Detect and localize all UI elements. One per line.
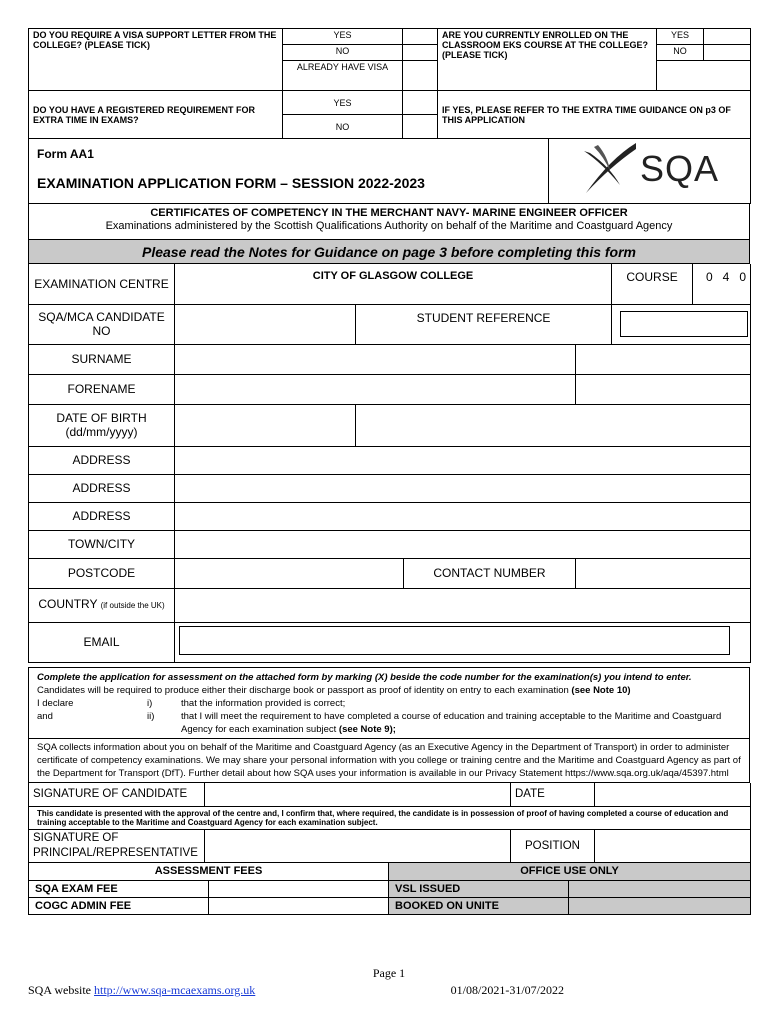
sqa-exam-fee-field[interactable]	[209, 880, 389, 897]
privacy-statement: SQA collects information about you on behalf of the Maritime and Coastguard Agency (as an Executive Agency in the Department of Transport) in order to administer certificate of competency examinations. We may share your personal information with you college or training centre and the Maritime and Coastguard Agency as part of the Department for Transport (DfT). Further detail about how SQA uses your information is available in our Privacy Statement https://www.sqa.org.uk/aqa/45397.html	[29, 738, 750, 782]
validity-dates: 01/08/2021-31/07/2022	[450, 983, 564, 997]
assessment-fees-header: ASSESSMENT FEES	[29, 863, 389, 880]
header-table	[28, 139, 751, 204]
student-ref-cell	[612, 304, 751, 344]
item-ii-body	[181, 710, 743, 736]
address-label-1: ADDRESS	[29, 446, 175, 474]
exam-centre-label: EXAMINATION CENTRE	[29, 264, 175, 304]
sqa-logo	[580, 141, 719, 197]
sqa-exam-fee-label: SQA EXAM FEE	[29, 880, 209, 897]
email-label: EMAIL	[29, 622, 175, 662]
subtitle-table	[28, 204, 750, 265]
town-field[interactable]	[175, 530, 751, 558]
sqa-logo-text: SQA	[639, 148, 720, 190]
dob-label: DATE OF BIRTH (dd/mm/yyyy)	[29, 404, 175, 446]
website-link[interactable]: http://www.sqa-mcaexams.org.uk	[94, 983, 256, 997]
subtitle: CERTIFICATES OF COMPETENCY IN THE MERCHANT NAVY- MARINE ENGINEER OFFICER	[150, 206, 628, 219]
exam-centre-value: CITY OF GLASGOW COLLEGE	[175, 264, 612, 304]
country-note: (if outside the UK)	[100, 601, 165, 610]
item-ii-note: (see Note 9);	[338, 723, 396, 735]
surname-field-extra[interactable]	[576, 344, 751, 374]
extra-no-label: NO	[283, 115, 403, 139]
forename-field-extra[interactable]	[576, 374, 751, 404]
country-label: COUNTRY	[38, 597, 98, 611]
fees-table	[28, 863, 751, 915]
administered-note: Examinations administered by the Scottish Qualifications Authority on behalf of the Maritime and Coastguard Agency	[105, 219, 673, 232]
visa-no-tickbox[interactable]	[403, 45, 438, 61]
eks-no-label: NO	[657, 45, 704, 61]
student-ref-label: STUDENT REFERENCE	[356, 304, 612, 344]
contact-field[interactable]	[576, 558, 751, 588]
visa-have-label: ALREADY HAVE VISA	[283, 61, 403, 91]
position-label: POSITION	[511, 830, 595, 863]
page-number: Page 1	[372, 966, 406, 980]
top-questions-table	[28, 28, 751, 139]
address-label-2: ADDRESS	[29, 474, 175, 502]
visa-have-tickbox[interactable]	[403, 61, 438, 91]
surname-field[interactable]	[175, 344, 576, 374]
footer-row	[28, 983, 750, 998]
application-form	[28, 28, 750, 915]
item-ii-text: that I will meet the requirement to have completed a course of education and training acceptable to the Maritime and Coastguard Agency for each examination subject	[181, 710, 722, 735]
subtitle-cell	[29, 204, 750, 240]
instruction-text: Complete the application for assessment on the attached form by marking (X) beside the code number for the examination(s) you intend to enter.	[37, 671, 692, 683]
form-title: EXAMINATION APPLICATION FORM – SESSION 2022-2023	[37, 175, 425, 191]
item-i-number: i)	[147, 697, 153, 709]
sqa-swoosh-icon	[580, 141, 640, 197]
website-line	[28, 983, 255, 998]
vsl-issued-field	[569, 880, 751, 897]
dob-field[interactable]	[175, 404, 356, 446]
eks-blank-cell	[657, 61, 751, 91]
principal-signature-field[interactable]	[205, 830, 511, 863]
item-ii-number: ii)	[147, 710, 155, 722]
guidance-notice: Please read the Notes for Guidance on page 3 before completing this form	[29, 240, 750, 264]
email-cell	[175, 622, 751, 662]
candidate-signature-field[interactable]	[205, 783, 511, 807]
candidate-signature-label: SIGNATURE OF CANDIDATE	[29, 783, 205, 807]
date-field[interactable]	[595, 783, 751, 807]
extra-yes-label: YES	[283, 91, 403, 115]
id-proof-note: (see Note 10)	[571, 684, 631, 696]
item-i-text: that the information provided is correct;	[181, 697, 346, 709]
booked-unite-field	[569, 897, 751, 914]
title-cell	[29, 139, 549, 203]
vsl-issued-label: VSL ISSUED	[389, 880, 569, 897]
and-label: and	[37, 710, 53, 722]
declare-line-ii	[37, 710, 743, 736]
visa-question: DO YOU REQUIRE A VISA SUPPORT LETTER FROM THE COLLEGE? (PLEASE TICK)	[29, 29, 283, 91]
town-label: TOWN/CITY	[29, 530, 175, 558]
extra-time-question: DO YOU HAVE A REGISTERED REQUIREMENT FOR EXTRA TIME IN EXAMS?	[29, 91, 283, 139]
eks-yes-label: YES	[657, 29, 704, 45]
page-footer	[28, 966, 750, 998]
course-label: COURSE	[612, 264, 693, 304]
id-proof-text: Candidates will be required to produce either their discharge book or passport as proof of identity on entry to each examination	[37, 684, 572, 696]
address-field-3[interactable]	[175, 502, 751, 530]
signature-table	[28, 783, 751, 864]
principal-signature-label: SIGNATURE OF PRINCIPAL/REPRESENTATIVE	[29, 830, 205, 863]
postcode-label: POSTCODE	[29, 558, 175, 588]
position-field[interactable]	[595, 830, 751, 863]
logo-cell	[549, 139, 751, 203]
extra-no-tickbox[interactable]	[403, 115, 438, 139]
eks-no-tickbox[interactable]	[704, 45, 751, 61]
country-field[interactable]	[175, 588, 751, 622]
approval-statement: This candidate is presented with the approval of the centre and, I confirm that, where required, the candidate is in possession of proof of having completed a course of education and training acceptable to the Maritime and Coastguard Agency for each examination subject.	[29, 807, 751, 830]
id-proof-line	[37, 684, 743, 697]
candidate-no-label: SQA/MCA CANDIDATE NO	[29, 304, 175, 344]
address-field-1[interactable]	[175, 446, 751, 474]
forename-label: FORENAME	[29, 374, 175, 404]
visa-yes-label: YES	[283, 29, 403, 45]
address-label-3: ADDRESS	[29, 502, 175, 530]
eks-yes-tickbox[interactable]	[704, 29, 751, 45]
forename-field[interactable]	[175, 374, 576, 404]
declare-line-i	[37, 697, 743, 710]
candidate-no-field[interactable]	[175, 304, 356, 344]
visa-no-label: NO	[283, 45, 403, 61]
surname-label: SURNAME	[29, 344, 175, 374]
email-field[interactable]	[179, 626, 730, 655]
cogc-admin-fee-field[interactable]	[209, 897, 389, 914]
website-label: SQA website	[28, 983, 94, 997]
extra-yes-tickbox[interactable]	[403, 91, 438, 115]
course-code-value: 0 4 0	[693, 264, 751, 304]
eks-question: ARE YOU CURRENTLY ENROLLED ON THE CLASSROOM EKS COURSE AT THE COLLEGE? (PLEASE TICK)	[438, 29, 657, 91]
country-label-cell	[29, 588, 175, 622]
date-label: DATE	[511, 783, 595, 807]
declaration-table	[28, 667, 750, 783]
postcode-field[interactable]	[175, 558, 404, 588]
booked-unite-label: BOOKED ON UNITE	[389, 897, 569, 914]
declaration-cell	[29, 667, 750, 738]
i-declare-label: I declare	[37, 697, 74, 709]
dob-field-extra[interactable]	[356, 404, 751, 446]
visa-yes-tickbox[interactable]	[403, 29, 438, 45]
extra-time-note: IF YES, PLEASE REFER TO THE EXTRA TIME GUIDANCE ON p3 OF THIS APPLICATION	[438, 91, 751, 139]
details-table	[28, 264, 751, 663]
office-use-header: OFFICE USE ONLY	[389, 863, 751, 880]
cogc-admin-fee-label: COGC ADMIN FEE	[29, 897, 209, 914]
student-ref-field[interactable]	[620, 311, 748, 337]
address-field-2[interactable]	[175, 474, 751, 502]
form-code: Form AA1	[37, 147, 94, 161]
contact-label: CONTACT NUMBER	[404, 558, 576, 588]
